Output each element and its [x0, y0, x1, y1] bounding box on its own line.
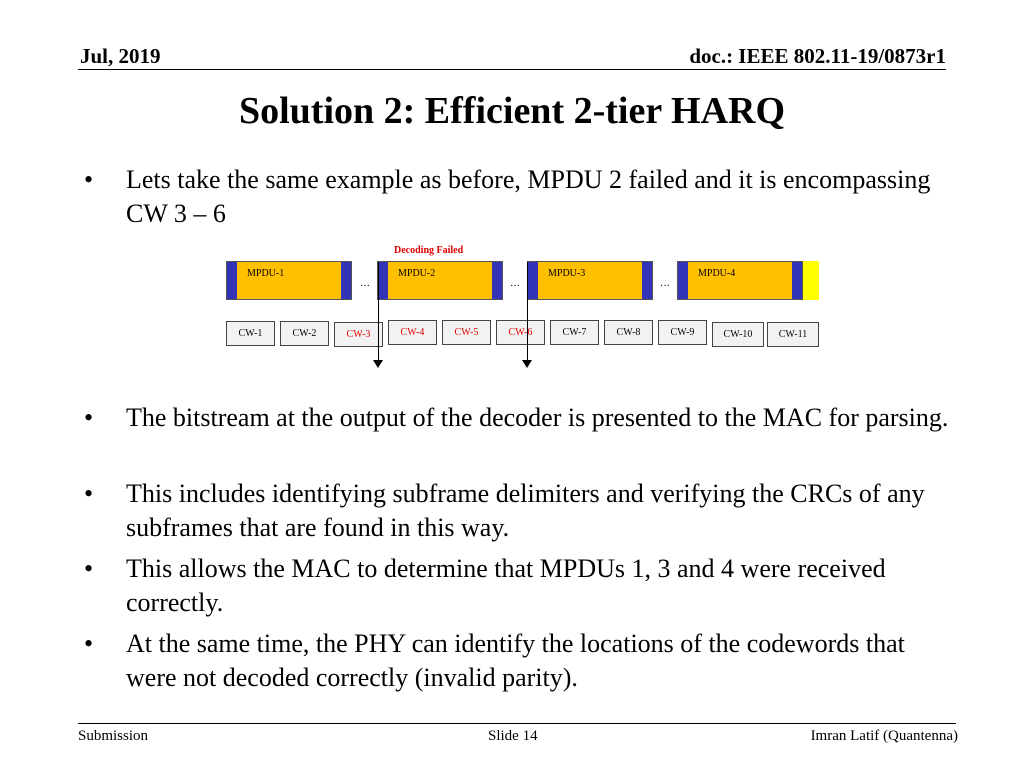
header-divider — [78, 69, 946, 70]
delimiter-right — [492, 262, 502, 299]
bullet-text: The bitstream at the output of the decoder is presented to the MAC for parsing. — [126, 403, 949, 432]
delimiter-right — [642, 262, 652, 299]
mpdu-label: MPDU-1 — [247, 268, 285, 279]
codeword-failed: CW-4 — [388, 320, 437, 345]
delimiter-right — [341, 262, 351, 299]
delimiter-left — [378, 262, 388, 299]
codeword: CW-10 — [712, 322, 764, 347]
trailing-padding — [803, 261, 819, 300]
codeword: CW-7 — [550, 320, 599, 345]
failure-start-marker — [378, 262, 379, 362]
header-date: Jul, 2019 — [80, 44, 161, 68]
footer-slide-number: Slide 14 — [488, 728, 538, 744]
mpdu-block — [226, 261, 352, 300]
bullet-dot: • — [84, 479, 94, 508]
footer-submission: Submission — [78, 728, 149, 744]
codeword-failed: CW-5 — [442, 320, 491, 345]
bullet-dot: • — [84, 165, 94, 194]
bullet-text: Lets take the same example as before, MPDU 2 failed and it is encompassing CW 3 – 6 — [126, 165, 931, 228]
ellipsis: … — [510, 278, 520, 289]
footer-author: Imran Latif (Quantenna) — [810, 728, 958, 744]
bullet-item — [84, 401, 954, 435]
bullet-item — [84, 477, 954, 545]
codeword-failed: CW-3 — [334, 322, 383, 347]
slide-title: Solution 2: Efficient 2-tier HARQ — [238, 90, 786, 132]
arrow-down-icon — [373, 360, 383, 368]
delimiter-left — [528, 262, 538, 299]
mpdu-block — [527, 261, 653, 300]
mpdu-label: MPDU-3 — [548, 268, 586, 279]
codeword: CW-8 — [604, 320, 653, 345]
bullet-text: At the same time, the PHY can identify the locations of the codewords that were not decoded correctly (invalid parity). — [126, 629, 905, 692]
bullet-item — [84, 163, 954, 231]
decoding-failed-label: Decoding Failed — [394, 245, 464, 256]
footer-divider — [78, 723, 956, 724]
bullet-text: This allows the MAC to determine that MPDUs 1, 3 and 4 were received correctly. — [126, 554, 886, 617]
bullet-dot: • — [84, 629, 94, 658]
bullet-item — [84, 627, 954, 695]
failure-end-marker — [527, 262, 528, 362]
mpdu-block — [377, 261, 503, 300]
mpdu-label: MPDU-2 — [398, 268, 436, 279]
codeword: CW-2 — [280, 321, 329, 346]
ellipsis: … — [360, 278, 370, 289]
mpdu-block — [677, 261, 803, 300]
bullet-dot: • — [84, 554, 94, 583]
codeword: CW-11 — [767, 322, 819, 347]
bullet-item — [84, 552, 954, 620]
codeword: CW-1 — [226, 321, 275, 346]
bullet-text: This includes identifying subframe delimiters and verifying the CRCs of any subframes that are found in this way. — [126, 479, 925, 542]
codeword-failed: CW-6 — [496, 320, 545, 345]
mpdu-label: MPDU-4 — [698, 268, 736, 279]
delimiter-right — [792, 262, 802, 299]
codeword: CW-9 — [658, 320, 707, 345]
arrow-down-icon — [522, 360, 532, 368]
ellipsis: … — [660, 278, 670, 289]
delimiter-left — [678, 262, 688, 299]
delimiter-left — [227, 262, 237, 299]
header-doc-id: doc.: IEEE 802.11-19/0873r1 — [689, 44, 946, 68]
bullet-dot: • — [84, 403, 94, 432]
